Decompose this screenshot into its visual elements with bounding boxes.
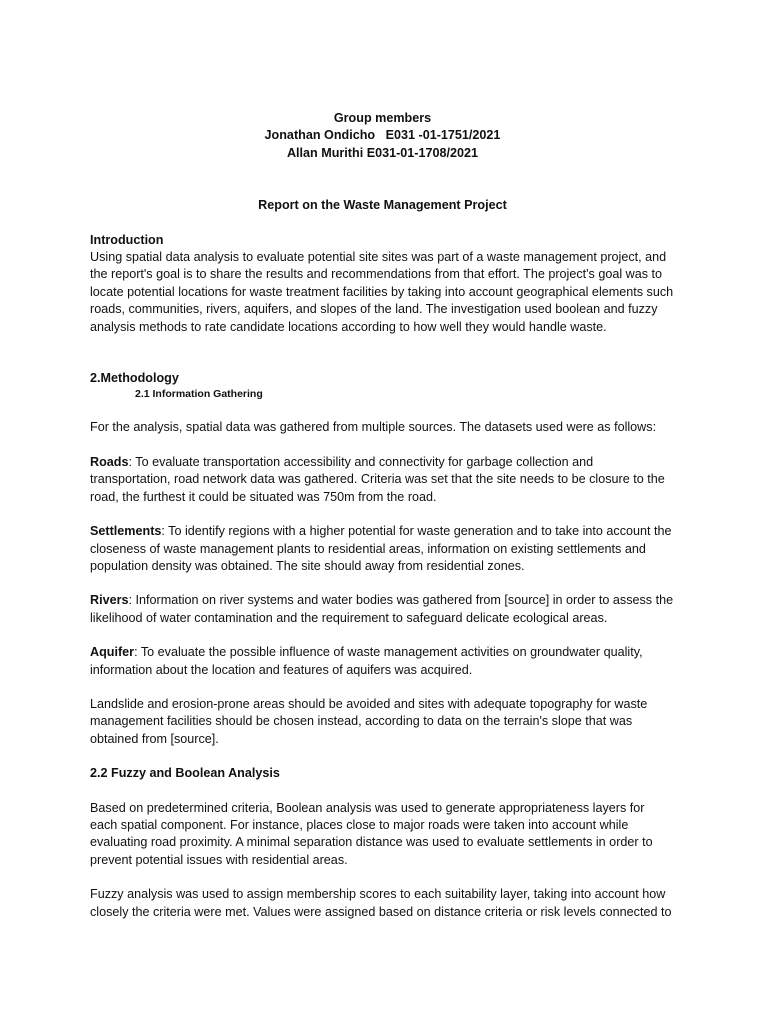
aquifer-text: : To evaluate the possible influence of waste management activities on groundwater quality, information about the location and features of aquifers was acquired. (90, 645, 643, 677)
methodology-heading: 2.Methodology (90, 371, 179, 386)
document-page (90, 110, 675, 921)
slope-paragraph: Landslide and erosion-prone areas should be avoided and sites with adequate topography for waste management facilities should be chosen instead, according to data on the terrain's slope that was obtained from [source]. (90, 696, 648, 746)
boolean-paragraph: Based on predetermined criteria, Boolean analysis was used to generate appropriateness layers for each spatial component. For instance, places close to major roads were taken into account while evaluating road proximity. A minimal separation distance was used to evaluate settlements in order to prevent potential issues with residential areas. (90, 800, 653, 867)
group-members-label: Group members (333, 111, 432, 125)
settlements-term: Settlements (90, 524, 162, 539)
methodology-section (90, 370, 675, 921)
introduction-section (90, 232, 675, 336)
rivers-text: : Information on river systems and water bodies was gathered from [source] in order to assess the likelihood of water contamination and the requirement to safeguard delicate ecological areas. (90, 593, 674, 625)
information-gathering-heading: 2.1 Information Gathering (135, 388, 263, 401)
settlements-paragraph (90, 523, 675, 575)
introduction-heading: Introduction (90, 232, 164, 247)
member-1: Jonathan Ondicho E031 -01-1751/2021 (264, 128, 501, 143)
aquifer-paragraph (90, 644, 675, 679)
methodology-intro: For the analysis, spatial data was gathered from multiple sources. The datasets used were as follows: (90, 420, 657, 435)
rivers-paragraph (90, 592, 675, 627)
member-2: Allan Murithi E031-01-1708/2021 (286, 145, 479, 160)
introduction-body: Using spatial data analysis to evaluate potential site sites was part of a waste management project, and the report's goal is to share the results and recommendations from that effort. The project's goal was to locate potential locations for waste treatment facilities by taking into account geographical elements such roads, communities, rivers, aquifers, and slopes of the land. The investigation used boolean and fuzzy analysis methods to rate candidate locations according to how well they would handle waste. (90, 250, 674, 334)
settlements-text: : To identify regions with a higher potential for waste generation and to take into account the closeness of waste management plants to residential areas, information on existing settlements and population density was obtained. The site should away from residential zones. (90, 524, 672, 573)
aquifer-term: Aquifer (90, 645, 135, 660)
report-title: Report on the Waste Management Project (258, 198, 507, 213)
roads-term: Roads (90, 454, 129, 469)
roads-paragraph (90, 454, 675, 506)
fuzzy-boolean-heading: 2.2 Fuzzy and Boolean Analysis (90, 766, 280, 781)
rivers-term: Rivers (90, 593, 129, 608)
group-members-header (90, 110, 675, 162)
roads-text: : To evaluate transportation accessibility and connectivity for garbage collection and transportation, road network data was gathered. Criteria was set that the site needs to be closure to the road, the furthest it could be situated was 750m from the road. (90, 454, 665, 504)
fuzzy-paragraph: Fuzzy analysis was used to assign membership scores to each suitability layer, taking into account how closely the criteria were met. Values were assigned based on distance criteria or risk levels connected to (90, 887, 672, 919)
